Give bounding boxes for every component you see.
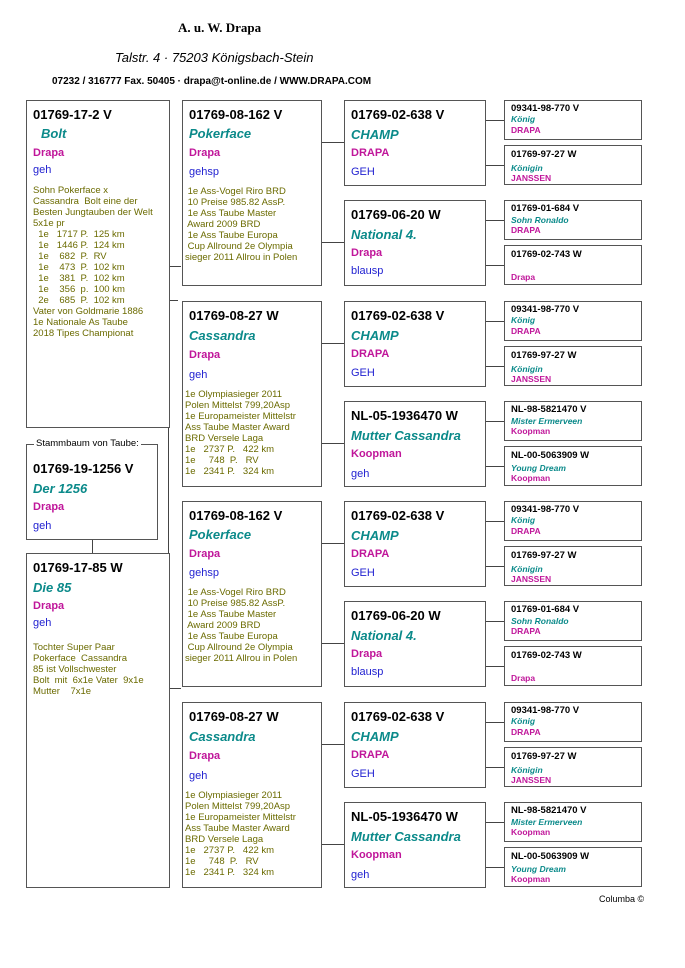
pigeon-name: Königin [511, 765, 543, 775]
breeder: DRAPA [511, 225, 541, 235]
pigeon-name: CHAMP [351, 127, 399, 142]
ring-number: 01769-97-27 W [511, 751, 577, 762]
great-grandparent-card[interactable] [344, 301, 486, 387]
breeder: DRAPA [511, 526, 541, 536]
breeder: JANSSEN [511, 173, 552, 183]
ring-number: 01769-08-162 V [189, 107, 283, 122]
breeder: DRAPA [511, 626, 541, 636]
breeder-address: Talstr. 4 · 75203 Königsbach-Stein [115, 50, 314, 65]
pigeon-name: König [511, 716, 536, 726]
breeder: Drapa [189, 147, 221, 159]
great-grandparent-card[interactable] [344, 100, 486, 186]
breeder: Koopman [511, 473, 551, 483]
ring-number: 01769-06-20 W [351, 608, 441, 623]
pigeon-name: Bolt [41, 126, 67, 141]
feather-color: blausp [351, 666, 384, 678]
ring-number: 01769-97-27 W [511, 149, 577, 160]
breeder: JANSSEN [511, 775, 552, 785]
breeder: DRAPA [511, 727, 541, 737]
ring-number: 01769-97-27 W [511, 350, 577, 361]
performance-notes: Sohn Pokerface x Cassandra Bolt eine der Besten Jungtauben der Welt 5x1e pr 1e 1717 P. 125 km 1e 1446 P. 124 km 1e 682 P. RV 1e 473 P. 102 km 1e 381 P. 102 km 1e 356 p. 100 km 2e 685 P. 102 km Vater von Goldmarie 1886 1e Nationale As Taube 2018 Tipes Championat [33, 185, 153, 339]
grandparent-card[interactable] [182, 501, 322, 687]
breeder: JANSSEN [511, 574, 552, 584]
performance-notes: 1e Olympiasieger 2011 Polen Mittelst 799,20Asp 1e Europameister Mittelstr Ass Taube Master Award BRD Versele Laga 1e 2737 P. 422 km 1e 748 P. RV 1e 2341 P. 324 km [185, 790, 296, 878]
ring-number: NL-05-1936470 W [351, 408, 458, 423]
breeder: Drapa [33, 600, 65, 612]
feather-color: geh [189, 770, 208, 782]
sire-card[interactable] [26, 100, 170, 428]
ancestor-card[interactable] [504, 802, 642, 842]
pedigree-label: Stammbaum von Taube: [36, 438, 139, 449]
pigeon-name: König [511, 515, 536, 525]
breeder: DRAPA [351, 147, 390, 159]
pigeon-name: König [511, 315, 536, 325]
great-grandparent-card[interactable] [344, 200, 486, 286]
performance-notes: 1e Ass-Vogel Riro BRD 10 Preise 985.82 AssP. 1e Ass Taube Master Award 2009 BRD 1e Ass Taube Europa Cup Allround 2e Olympia sieger 2011 Allrou in Polen [185, 587, 298, 664]
ring-number: 01769-17-85 W [33, 560, 123, 575]
ring-number: NL-00-5063909 W [511, 450, 590, 461]
pigeon-name: Cassandra [189, 729, 256, 744]
grandparent-card[interactable] [182, 301, 322, 487]
ring-number: 01769-02-638 V [351, 508, 445, 523]
pigeon-name: CHAMP [351, 729, 399, 744]
ring-number: 01769-17-2 V [33, 107, 112, 122]
performance-notes: 1e Ass-Vogel Riro BRD 10 Preise 985.82 AssP. 1e Ass Taube Master Award 2009 BRD 1e Ass Taube Europa Cup Allround 2e Olympia sieger 2011 Allrou in Polen [185, 186, 298, 263]
pigeon-name: Cassandra [189, 328, 256, 343]
ring-number: 09341-98-770 V [511, 103, 580, 114]
ancestor-card[interactable] [504, 646, 642, 686]
ring-number: NL-98-5821470 V [511, 404, 587, 415]
breeder: Drapa [33, 147, 65, 159]
pigeon-name: Mister Ermerveen [511, 416, 583, 426]
pigeon-name: Mister Ermerveen [511, 817, 583, 827]
breeder-contact: 07232 / 316777 Fax. 50405 · drapa@t-online.de / WWW.DRAPA.COM [52, 76, 372, 87]
breeder: Koopman [511, 827, 551, 837]
feather-color: gehsp [189, 166, 219, 178]
ancestor-card[interactable] [504, 546, 642, 586]
ancestor-card[interactable] [504, 245, 642, 285]
breeder: Drapa [511, 272, 536, 282]
pigeon-name: Young Dream [511, 463, 566, 473]
ring-number: 01769-08-162 V [189, 508, 283, 523]
dam-card[interactable] [26, 553, 170, 888]
feather-color: gehsp [189, 567, 219, 579]
pigeon-name: Sohn Ronaldo [511, 616, 569, 626]
pigeon-name: National 4. [351, 628, 417, 643]
pigeon-name: Die 85 [33, 580, 72, 595]
pigeon-name: Königin [511, 163, 543, 173]
breeder: DRAPA [511, 326, 541, 336]
great-grandparent-card[interactable] [344, 802, 486, 888]
great-grandparent-card[interactable] [344, 702, 486, 788]
breeder: JANSSEN [511, 374, 552, 384]
pigeon-name: Königin [511, 564, 543, 574]
ring-number: 01769-02-638 V [351, 107, 445, 122]
ring-number: NL-05-1936470 W [351, 809, 458, 824]
breeder: Koopman [511, 426, 551, 436]
ring-number: 01769-19-1256 V [33, 461, 134, 476]
feather-color: geh [351, 869, 370, 881]
feather-color: geh [33, 520, 52, 532]
pigeon-name: Sohn Ronaldo [511, 215, 569, 225]
breeder: Koopman [351, 448, 402, 460]
great-grandparent-card[interactable] [344, 501, 486, 587]
feather-color: geh [33, 164, 52, 176]
great-grandparent-card[interactable] [344, 401, 486, 487]
breeder: DRAPA [511, 125, 541, 135]
ring-number: 01769-01-684 V [511, 604, 580, 615]
ring-number: 09341-98-770 V [511, 705, 580, 716]
breeder: Drapa [189, 750, 221, 762]
ancestor-card[interactable] [504, 747, 642, 787]
ancestor-card[interactable] [504, 601, 642, 641]
ring-number: 01769-02-743 W [511, 249, 582, 260]
pigeon-name: National 4. [351, 227, 417, 242]
ancestor-card[interactable] [504, 702, 642, 742]
pigeon-name: CHAMP [351, 528, 399, 543]
ancestor-card[interactable] [504, 501, 642, 541]
pigeon-name: Pokerface [189, 527, 252, 542]
ring-number: 01769-08-27 W [189, 709, 279, 724]
feather-color: geh [189, 369, 208, 381]
breeder: Drapa [33, 501, 65, 513]
feather-color: geh [33, 617, 52, 629]
performance-notes: 1e Olympiasieger 2011 Polen Mittelst 799,20Asp 1e Europameister Mittelstr Ass Taube Master Award BRD Versele Laga 1e 2737 P. 422 km 1e 748 P. RV 1e 2341 P. 324 km [185, 389, 296, 477]
breeder-name: A. u. W. Drapa [178, 20, 262, 35]
ancestor-card[interactable] [504, 446, 642, 486]
feather-color: GEH [351, 166, 375, 178]
pigeon-name: König [511, 114, 536, 124]
ancestor-card[interactable] [504, 100, 642, 140]
software-credit: Columba © [599, 894, 645, 904]
ring-number: 01769-06-20 W [351, 207, 441, 222]
ancestor-card[interactable] [504, 401, 642, 441]
ring-number: 01769-02-638 V [351, 308, 445, 323]
breeder: Drapa [189, 548, 221, 560]
ancestor-card[interactable] [504, 346, 642, 386]
feather-color: blausp [351, 265, 384, 277]
pigeon-name: Der 1256 [33, 481, 88, 496]
ring-number: 01769-02-743 W [511, 650, 582, 661]
ring-number: 01769-97-27 W [511, 550, 577, 561]
ancestor-card[interactable] [504, 847, 642, 887]
breeder: Drapa [351, 247, 383, 259]
pigeon-name: Young Dream [511, 864, 566, 874]
ring-number: 09341-98-770 V [511, 504, 580, 515]
pigeon-name: Königin [511, 364, 543, 374]
great-grandparent-card[interactable] [344, 601, 486, 687]
pigeon-name: Mutter Cassandra [351, 428, 461, 443]
ring-number: 01769-02-638 V [351, 709, 445, 724]
breeder: Drapa [511, 673, 536, 683]
breeder: DRAPA [351, 348, 390, 360]
pigeon-name: Mutter Cassandra [351, 829, 461, 844]
feather-color: GEH [351, 768, 375, 780]
feather-color: geh [351, 468, 370, 480]
grandparent-card[interactable] [182, 702, 322, 888]
breeder: Koopman [511, 874, 551, 884]
feather-color: GEH [351, 567, 375, 579]
pigeon-name: Pokerface [189, 126, 252, 141]
ring-number: NL-98-5821470 V [511, 805, 587, 816]
ring-number: 09341-98-770 V [511, 304, 580, 315]
breeder: Drapa [189, 349, 221, 361]
breeder: Koopman [351, 849, 402, 861]
breeder: DRAPA [351, 749, 390, 761]
ring-number: 01769-01-684 V [511, 203, 580, 214]
grandparent-card[interactable] [182, 100, 322, 286]
ring-number: NL-00-5063909 W [511, 851, 590, 862]
breeder: Drapa [351, 648, 383, 660]
breeder: DRAPA [351, 548, 390, 560]
ancestor-card[interactable] [504, 145, 642, 185]
ancestor-card[interactable] [504, 200, 642, 240]
ancestor-card[interactable] [504, 301, 642, 341]
pigeon-name: CHAMP [351, 328, 399, 343]
performance-notes: Tochter Super Paar Pokerface Cassandra 85 ist Vollschwester Bolt mit 6x1e Vater 9x1e Mutter 7x1e [33, 642, 144, 697]
ring-number: 01769-08-27 W [189, 308, 279, 323]
subject-card[interactable] [26, 444, 158, 540]
feather-color: GEH [351, 367, 375, 379]
